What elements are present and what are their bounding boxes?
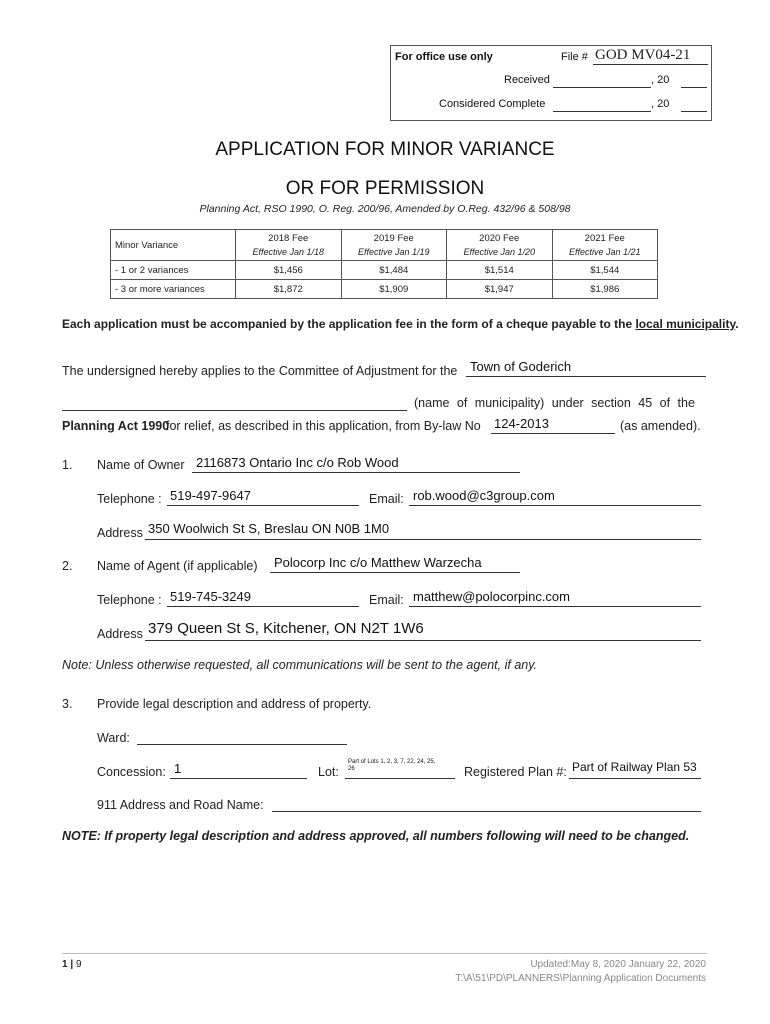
office-use-label: For office use only <box>395 51 493 63</box>
lot-value-line1: Part of Lots 1, 2, 3, 7, 22, 24, 25, <box>348 759 436 765</box>
property-heading: Provide legal description and address of property. <box>97 697 372 711</box>
footer-divider <box>62 953 707 954</box>
fee-col-effective: Effective Jan 1/18 <box>252 247 325 257</box>
fee-col-effective: Effective Jan 1/19 <box>357 247 430 257</box>
footer-updated: Updated:May 8, 2020 January 22, 2020 <box>530 959 706 970</box>
page-title: APPLICATION FOR MINOR VARIANCE <box>215 139 555 160</box>
fee-table-corner: Minor Variance <box>111 230 236 261</box>
fee-col-year: 2020 Fee <box>479 233 520 244</box>
municipality-value[interactable]: Town of Goderich <box>470 359 572 374</box>
received-line[interactable] <box>553 87 651 88</box>
fee-col-2021 <box>552 230 658 261</box>
footer-path: T:\A\51\PD\PLANNERS\Planning Application Documents <box>455 973 706 984</box>
registered-plan-label: Registered Plan #: <box>464 765 567 779</box>
intro-text-3: for relief, as described in this application, from By-law No <box>166 419 481 433</box>
municipality-line <box>466 376 706 377</box>
fee-row-label: - 3 or more variances <box>111 280 236 299</box>
fee-cell: $1,986 <box>552 280 658 299</box>
owner-name-line <box>192 472 520 473</box>
concession-line <box>170 778 307 779</box>
agent-address-label: Address <box>97 627 143 641</box>
registered-plan-field[interactable]: Part of Railway Plan 53 <box>572 760 697 774</box>
owner-email-label: Email: <box>369 492 404 506</box>
fee-col-2020 <box>447 230 553 261</box>
road-address-field[interactable] <box>272 811 701 812</box>
owner-email-line <box>409 505 701 506</box>
intro-text-2: (name of municipality) under section 45 of the <box>414 396 695 410</box>
bylaw-line <box>491 433 615 434</box>
agent-section-number: 2. <box>62 559 73 573</box>
office-use-box <box>390 45 712 121</box>
page-current: 1 <box>62 959 68 970</box>
fee-cell: $1,544 <box>552 261 658 280</box>
agent-email-label: Email: <box>369 593 404 607</box>
considered-year-prefix: , 20 <box>651 98 670 110</box>
owner-address-label: Address <box>97 526 143 540</box>
owner-section-number: 1. <box>62 458 73 472</box>
table-row <box>111 261 658 280</box>
owner-email-field[interactable]: rob.wood@c3group.com <box>413 488 555 503</box>
agent-phone-field[interactable]: 519-745-3249 <box>170 589 251 604</box>
bylaw-value[interactable]: 124-2013 <box>494 416 549 431</box>
agent-phone-line <box>167 606 359 607</box>
agent-address-field[interactable]: 379 Queen St S, Kitchener, ON N2T 1W6 <box>148 620 424 637</box>
file-number-label: File # <box>561 51 588 63</box>
legal-description-note: NOTE: If property legal description and address approved, all numbers following will need to be changed. <box>62 829 690 843</box>
owner-name-label: Name of Owner <box>97 458 185 472</box>
concession-label: Concession: <box>97 765 166 779</box>
fee-col-year: 2021 Fee <box>584 233 625 244</box>
received-year-line[interactable] <box>681 87 707 88</box>
lot-field[interactable] <box>348 759 435 773</box>
agent-name-label: Name of Agent (if applicable) <box>97 559 258 573</box>
fee-table <box>110 229 658 299</box>
agent-phone-label: Telephone : <box>97 593 162 607</box>
fee-cell: $1,909 <box>341 280 447 299</box>
considered-line[interactable] <box>553 111 651 112</box>
page-subtitle: Planning Act, RSO 1990, O. Reg. 200/96, Amended by O.Reg. 432/96 & 508/98 <box>199 203 571 215</box>
page-total: 9 <box>75 959 82 970</box>
fee-col-year: 2018 Fee <box>268 233 309 244</box>
owner-phone-field[interactable]: 519-497-9647 <box>170 488 251 503</box>
agent-name-field[interactable]: Polocorp Inc c/o Matthew Warzecha <box>274 555 482 570</box>
owner-address-line <box>145 539 701 540</box>
considered-complete-label: Considered Complete <box>439 98 546 110</box>
fee-cell: $1,484 <box>341 261 447 280</box>
fee-notice-end: . <box>735 317 739 331</box>
fee-col-effective: Effective Jan 1/20 <box>463 247 536 257</box>
owner-address-field[interactable]: 350 Woolwich St S, Breslau ON N0B 1M0 <box>148 521 390 536</box>
considered-year-line[interactable] <box>681 111 707 112</box>
registered-plan-line <box>569 778 701 779</box>
received-year-prefix: , 20 <box>651 74 670 86</box>
table-row <box>111 280 658 299</box>
property-section-number: 3. <box>62 697 73 711</box>
fee-col-effective: Effective Jan 1/21 <box>568 247 641 257</box>
fee-notice-underlined: local municipality <box>635 317 736 331</box>
fee-table-header <box>111 230 658 261</box>
fee-row-label: - 1 or 2 variances <box>111 261 236 280</box>
ward-field[interactable] <box>137 744 347 745</box>
file-number-value[interactable]: GOD MV04-21 <box>595 47 691 63</box>
page-number <box>62 959 82 970</box>
intro-act: Planning Act 1990 <box>62 419 170 433</box>
agent-email-line <box>409 606 701 607</box>
owner-name-field[interactable]: 2116873 Ontario Inc c/o Rob Wood <box>196 455 399 470</box>
road-address-label: 911 Address and Road Name: <box>97 798 264 812</box>
file-number-line <box>593 64 708 65</box>
lot-label: Lot: <box>318 765 339 779</box>
municipality-name-line[interactable] <box>62 410 407 411</box>
fee-cell: $1,947 <box>447 280 553 299</box>
agent-communication-note: Note: Unless otherwise requested, all communications will be sent to the agent, if any. <box>62 658 538 672</box>
agent-name-line <box>270 572 520 573</box>
fee-cell: $1,872 <box>236 280 342 299</box>
agent-email-field[interactable]: matthew@polocorpinc.com <box>413 589 570 604</box>
fee-notice <box>62 317 739 331</box>
page-title-line2: OR FOR PERMISSION <box>285 178 485 199</box>
owner-phone-label: Telephone : <box>97 492 162 506</box>
fee-col-2018 <box>236 230 342 261</box>
fee-notice-text: Each application must be accompanied by the application fee in the form of a cheque payable to the <box>62 317 636 331</box>
received-label: Received <box>504 74 550 86</box>
ward-label: Ward: <box>97 731 130 745</box>
fee-col-year: 2019 Fee <box>373 233 414 244</box>
owner-phone-line <box>167 505 359 506</box>
lot-line <box>345 778 455 779</box>
page-separator: | <box>70 959 74 970</box>
fee-cell: $1,514 <box>447 261 553 280</box>
lot-value-line2: 26 <box>348 766 355 772</box>
intro-text-4: (as amended). <box>620 419 701 433</box>
intro-text-1: The undersigned hereby applies to the Committee of Adjustment for the <box>62 364 458 378</box>
fee-cell: $1,456 <box>236 261 342 280</box>
fee-col-2019 <box>341 230 447 261</box>
agent-address-line <box>145 640 701 641</box>
concession-field[interactable]: 1 <box>174 761 182 776</box>
